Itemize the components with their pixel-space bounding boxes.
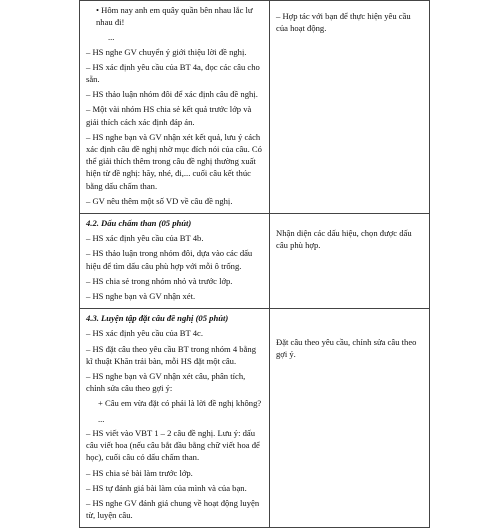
list-item: – HS thảo luận nhóm đôi để xác định câu đề nghị.: [86, 89, 258, 100]
table-row: [80, 1, 430, 214]
outcome-text: – Hợp tác với bạn để thực hiện yêu cầu của hoạt động.: [276, 11, 411, 34]
table-row: [80, 309, 430, 528]
list-item: – HS xác định yêu cầu của BT 4b.: [86, 233, 204, 244]
lesson-plan-table: [79, 0, 430, 528]
activities-cell: [80, 1, 270, 214]
outcome-cell: [270, 1, 430, 214]
list-item: – HS tự đánh giá bài làm của mình và của bạn.: [86, 482, 247, 493]
list-item: – HS nghe GV đánh giá chung về hoạt động luyện từ, luyện câu.: [86, 497, 260, 521]
list-item: – HS nghe bạn và GV nhận xét.: [86, 291, 196, 302]
list-item: • Hôm nay anh em quây quần bên nhau lắc lư nhau đi!: [96, 5, 253, 28]
table-row: [80, 214, 430, 309]
list-item: – HS chia sẻ bài làm trước lớp.: [86, 467, 193, 478]
list-item: – GV nêu thêm một số VD về câu đề nghị.: [86, 195, 233, 206]
list-item: – HS chia sẻ trong nhóm nhỏ và trước lớp.: [86, 275, 233, 286]
list-item: ...: [108, 32, 115, 43]
list-item: – HS nghe bạn và GV nhận xét kết quả, lưu ý cách xác định câu đề nghị nhờ mục đích nói của câu. Có thể giải thích thêm trong câu đề nghị thường xuất hiện từ đề nghị: hãy, nhé, đi,... cuối câu kết thúc bằng dấu chấm than.: [86, 131, 262, 191]
list-item: ...: [98, 413, 105, 424]
activities-cell: [80, 214, 270, 309]
section-heading: 4.2. Dấu chấm than (05 phút): [86, 218, 192, 229]
list-item: – HS thảo luận trong nhóm đôi, dựa vào các dấu hiệu để tìm dấu câu phù hợp với mỗi ô trống.: [86, 248, 253, 271]
outcome-text: Đặt câu theo yêu cầu, chỉnh sửa câu theo gợi ý.: [276, 337, 417, 360]
list-item: – HS nghe GV chuyển ý giới thiệu lời đề nghị.: [86, 46, 247, 57]
list-item: – HS đặt câu theo yêu cầu BT trong nhóm 4 bằng kĩ thuật Khăn trải bàn, mỗi HS đặt một câu.: [86, 343, 257, 366]
section-heading: 4.3. Luyện tập đặt câu đề nghị (05 phút): [86, 313, 229, 324]
list-item: – HS xác định yêu cầu của BT 4a, đọc các câu cho sẵn.: [86, 61, 260, 85]
outcome-cell: [270, 309, 430, 528]
activities-cell: [80, 309, 270, 528]
list-item: + Câu em vừa đặt có phải là lời đề nghị không?: [98, 398, 262, 409]
list-item: – HS nghe bạn và GV nhận xét câu, phân tích, chỉnh sửa câu theo gợi ý:: [86, 371, 246, 394]
list-item: – Một vài nhóm HS chia sẻ kết quả trước lớp và giải thích cách xác định đáp án.: [86, 104, 252, 127]
outcome-cell: [270, 214, 430, 309]
outcome-text: Nhận diện các dấu hiệu, chọn được dấu câu phù hợp.: [276, 228, 412, 251]
list-item: – HS viết vào VBT 1 – 2 câu đề nghị. Lưu ý: dấu câu viết hoa (nếu câu bắt đầu bằng chữ viết hoa để học), cuối câu có dấu chấm than.: [86, 427, 260, 463]
list-item: – HS xác định yêu cầu của BT 4c.: [86, 328, 204, 339]
